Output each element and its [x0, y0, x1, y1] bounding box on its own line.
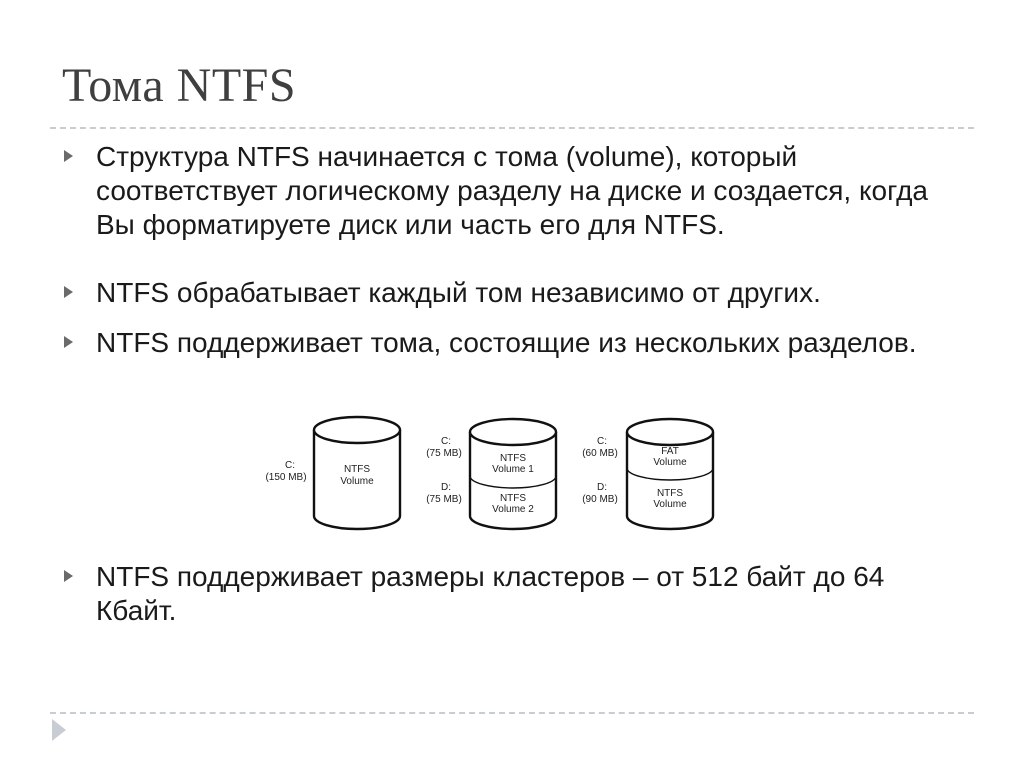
- footer-divider: [50, 712, 974, 714]
- disk3-bottom-line2: Volume: [653, 499, 687, 510]
- disk3-bottom-size: (90 MB): [582, 494, 618, 505]
- disk1-volume-line1: NTFS: [343, 464, 371, 475]
- disk3-top-line2: Volume: [653, 457, 687, 468]
- bullet-item: [96, 140, 936, 242]
- disk1-size: (150 MB): [265, 472, 307, 483]
- disk2-bottom-line2: Volume 2: [492, 504, 534, 515]
- bullet-text: NTFS поддерживает размеры кластеров – от 512 байт до 64 Кбайт.: [96, 561, 885, 626]
- bullet-arrow-icon: [64, 570, 73, 582]
- disk2-bottom-drive: D:: [441, 482, 451, 493]
- next-slide-arrow-icon: [52, 719, 66, 741]
- bullet-item: [96, 560, 936, 628]
- bullet-text: NTFS обрабатывает каждый том независимо от других.: [96, 277, 821, 308]
- disk3-bottom-line1: NTFS: [656, 488, 684, 499]
- bullet-item: [96, 276, 936, 310]
- bullet-item: [96, 326, 936, 360]
- disk-two-ntfs-volumes: [426, 419, 556, 529]
- disk2-bottom-line1: NTFS: [499, 493, 527, 504]
- bullet-text: Структура NTFS начинается с тома (volume), который соответствует логическому разделу на диске и создается, когда Вы форматируете диск или часть его для NTFS.: [96, 141, 928, 240]
- disk3-top-line1: FAT: [661, 446, 679, 457]
- disk1-drive: C:: [285, 460, 295, 471]
- slide-title: Тома NTFS: [62, 59, 297, 112]
- bullet-arrow-icon: [64, 336, 73, 348]
- disk2-top-size: (75 MB): [426, 448, 462, 459]
- disk2-bottom-size: (75 MB): [426, 494, 462, 505]
- disk2-top-line2: Volume 1: [492, 464, 534, 475]
- disk2-top-line1: NTFS: [499, 453, 527, 464]
- title-divider: [50, 127, 974, 129]
- bullet-text: NTFS поддерживает тома, состоящие из нескольких разделов.: [96, 327, 917, 358]
- bullet-arrow-icon: [64, 286, 73, 298]
- disk1-volume-line2: Volume: [340, 476, 374, 487]
- bullet-arrow-icon: [64, 150, 73, 162]
- disk3-bottom-drive: D:: [597, 482, 607, 493]
- disk2-top-drive: C:: [441, 436, 451, 447]
- volumes-diagram: [258, 412, 738, 536]
- disk3-top-size: (60 MB): [582, 448, 618, 459]
- disk3-top-drive: C:: [597, 436, 607, 447]
- disk-single-volume: [265, 417, 400, 529]
- disk-fat-and-ntfs-volumes: [582, 419, 713, 529]
